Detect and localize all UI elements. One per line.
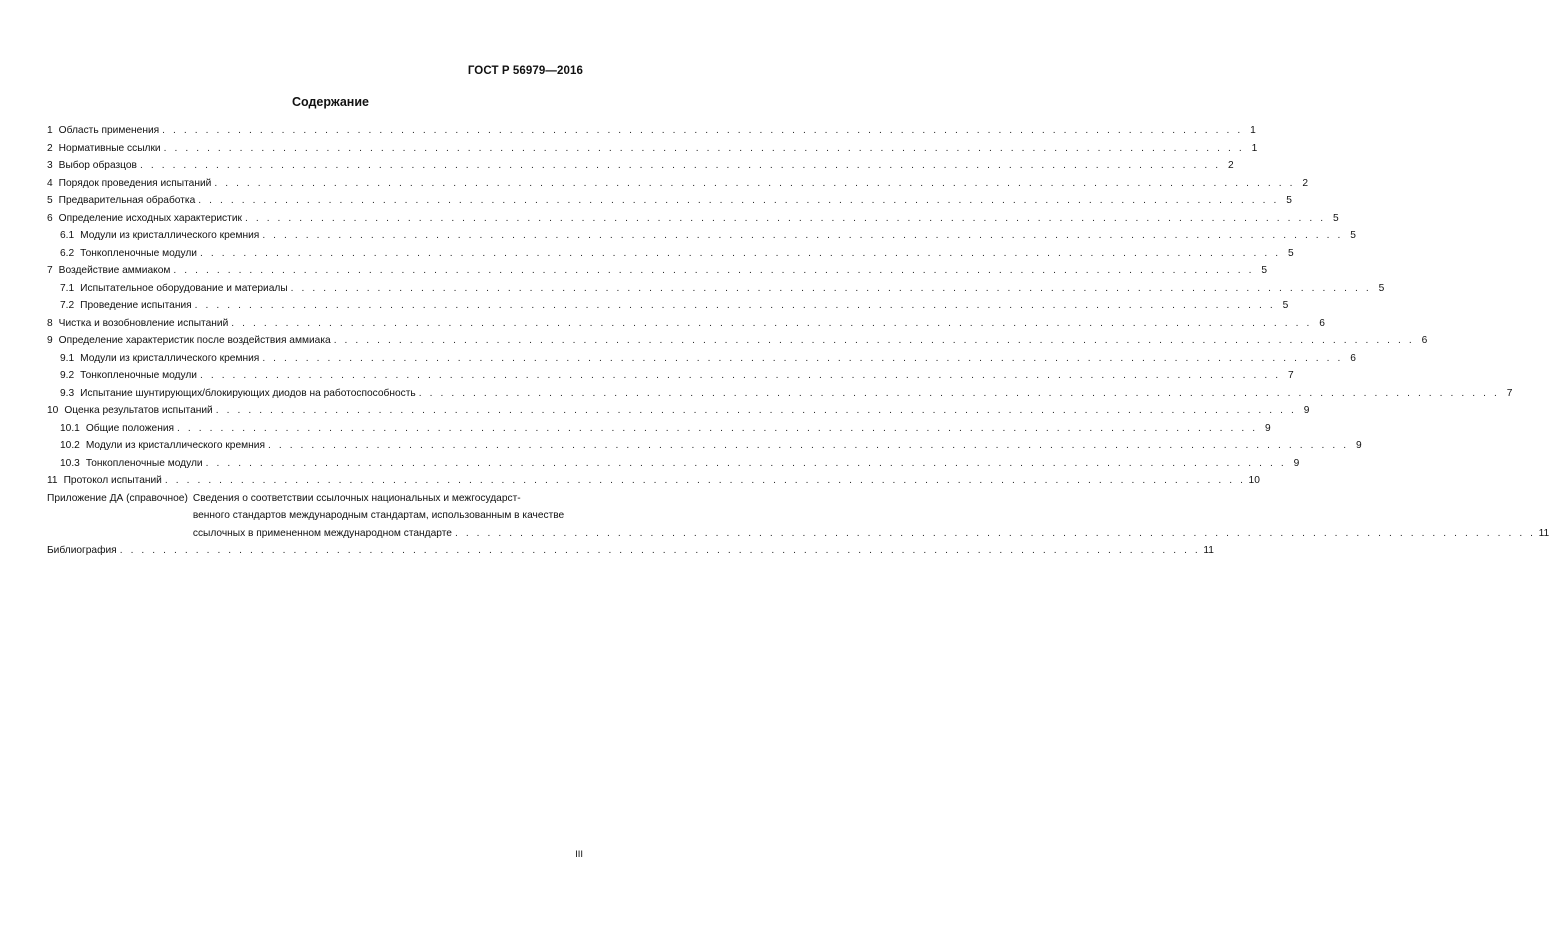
bibliography-page: 11 (1203, 545, 1214, 556)
toc-leader-dots (455, 525, 1536, 543)
toc-entry-number: 9.3 (60, 387, 75, 399)
toc-entry-title: Тонкопленочные модули (85, 457, 203, 469)
toc-entry-title: Проведение испытания (80, 300, 192, 311)
toc-entry-page: 5 (1332, 212, 1339, 224)
toc-entry-title: Порядок проведения испытаний (58, 177, 212, 189)
toc-leader-dots (173, 262, 1254, 280)
toc-leader-dots (206, 455, 1287, 473)
toc-entry-number: 9.1 (60, 352, 75, 364)
toc-entry[interactable] (47, 175, 1308, 193)
toc-entry-number: 6 (47, 212, 53, 224)
toc-entry[interactable] (47, 227, 1356, 245)
toc-title: Содержание (291, 95, 369, 109)
toc-leader-dots (262, 227, 1343, 245)
toc-entry[interactable] (47, 402, 1310, 420)
toc-entry[interactable] (47, 262, 1268, 280)
toc-entry-page: 9 (1303, 405, 1310, 416)
toc-leader-dots (216, 402, 1297, 420)
toc-entry-page: 5 (1287, 247, 1294, 259)
toc-leader-dots (177, 420, 1258, 438)
toc-entry-title: Модули из кристаллического кремния (80, 352, 260, 364)
toc-entry-page: 1 (1250, 125, 1256, 136)
toc-leader-dots (268, 437, 1349, 455)
toc-entry-title: Оценка результатов испытаний (64, 405, 213, 416)
toc-leader-dots (195, 297, 1276, 315)
toc-entry-title: Общие положения (85, 422, 175, 434)
toc-entry-title: Тонкопленочные модули (80, 247, 197, 259)
toc-entry-page: 10 (1248, 475, 1260, 486)
toc-entry-number: 9 (47, 335, 53, 346)
toc-entry-title: Определение характеристик после воздействия аммиака (58, 335, 331, 346)
toc-entry[interactable] (47, 420, 1271, 438)
toc-leader-dots (214, 175, 1295, 193)
toc-entry-title: Модули из кристаллического кремния (80, 230, 260, 241)
toc-entry[interactable] (47, 280, 1385, 298)
toc-entry[interactable] (47, 192, 1292, 210)
toc-leader-dots (245, 210, 1326, 228)
toc-bibliography-entry[interactable] (47, 542, 1214, 560)
toc-entry[interactable] (47, 245, 1294, 263)
toc-leader-dots (200, 245, 1281, 263)
toc-entry[interactable] (47, 437, 1362, 455)
appendix-line-3-text: ссылочных в примененном международном стандарте (192, 527, 452, 539)
toc-leader-dots (419, 385, 1500, 403)
toc-entry-title: Протокол испытаний (63, 475, 162, 486)
toc-entry-page: 5 (1378, 282, 1385, 294)
table-of-contents (47, 122, 1549, 560)
toc-entry-page: 6 (1421, 335, 1428, 346)
toc-entry-page: 2 (1302, 177, 1308, 189)
toc-entry[interactable] (47, 122, 1256, 140)
appendix-line-3 (193, 525, 1549, 543)
toc-entry[interactable] (47, 367, 1294, 385)
toc-leader-dots (162, 122, 1243, 140)
toc-entry-page: 5 (1282, 300, 1289, 311)
toc-entry-page: 5 (1286, 195, 1292, 206)
bibliography-title: Библиография (47, 545, 117, 556)
toc-entry[interactable] (47, 472, 1260, 490)
appendix-description (193, 490, 1549, 543)
toc-entry[interactable] (47, 140, 1258, 158)
toc-appendix-entry[interactable] (47, 490, 1549, 543)
toc-entry-page: 9 (1355, 440, 1362, 451)
toc-entry-number: 3 (47, 160, 53, 171)
toc-entry-page: 9 (1293, 457, 1300, 469)
appendix-page: 11 (1538, 527, 1549, 539)
toc-entry-title: Тонкопленочные модули (80, 370, 197, 381)
toc-entry-number: 7.1 (60, 282, 75, 294)
toc-entry-number: 7 (47, 265, 53, 276)
toc-entry-number: 2 (47, 142, 53, 154)
toc-entry-number: 10.1 (60, 422, 80, 434)
toc-entry-number: 1 (47, 125, 53, 136)
toc-entry-title: Область применения (58, 125, 160, 136)
toc-entry[interactable] (47, 455, 1300, 473)
toc-entry-page: 6 (1350, 352, 1356, 364)
toc-entry-title: Предварительная обработка (58, 195, 196, 206)
toc-entry-title: Выбор образцов (58, 160, 137, 171)
toc-entry-number: 10.2 (60, 440, 80, 451)
toc-entry-number: 11 (47, 475, 58, 486)
toc-entry-page: 9 (1265, 422, 1271, 434)
toc-leader-dots (198, 192, 1279, 210)
toc-entry-number: 6.2 (60, 247, 75, 259)
toc-entry-title: Испытание шунтирующих/блокирующих диодов на работоспособность (80, 387, 416, 399)
toc-entry-title: Нормативные ссылки (58, 142, 161, 154)
appendix-line-1: Сведения о соответствии ссылочных национальных и межгосударст- (192, 492, 521, 504)
toc-entry-title: Чистка и возобновление испытаний (58, 317, 229, 329)
standard-code: ГОСТ Р 56979—2016 (467, 65, 583, 77)
toc-leader-dots (200, 367, 1281, 385)
toc-leader-dots (334, 332, 1415, 350)
toc-leader-dots (165, 472, 1246, 490)
toc-leader-dots (291, 280, 1372, 298)
appendix-label: Приложение ДА (справочное) (47, 492, 188, 504)
toc-entry-page: 7 (1506, 387, 1513, 399)
toc-leader-dots (140, 157, 1221, 175)
toc-entry[interactable] (47, 315, 1325, 333)
toc-entry-title: Модули из кристаллического кремния (85, 440, 265, 451)
toc-entry-number: 4 (47, 177, 53, 189)
toc-leader-dots (231, 315, 1312, 333)
toc-entry-number: 6.1 (60, 230, 75, 241)
toc-entry[interactable] (47, 350, 1356, 368)
page-number: III (575, 849, 583, 860)
toc-entry[interactable] (47, 385, 1513, 403)
toc-entry-number: 10 (47, 405, 59, 416)
toc-entry-number: 5 (47, 195, 53, 206)
toc-leader-dots (262, 350, 1343, 368)
toc-entry-title: Определение исходных характеристик (58, 212, 242, 224)
appendix-line-2: венного стандартов международным стандартам, использованным в качестве (192, 510, 565, 521)
toc-entry[interactable] (47, 332, 1428, 350)
toc-entry-page: 1 (1251, 142, 1258, 154)
toc-entry-page: 6 (1319, 317, 1325, 329)
toc-entry[interactable] (47, 157, 1234, 175)
toc-entry-title: Испытательное оборудование и материалы (80, 282, 288, 294)
toc-entry-number: 7.2 (60, 300, 75, 311)
toc-leader-dots (164, 140, 1245, 158)
toc-entry[interactable] (47, 297, 1289, 315)
toc-entry-page: 5 (1350, 230, 1356, 241)
toc-entry-page: 7 (1287, 370, 1294, 381)
toc-entry-page: 5 (1261, 265, 1268, 276)
toc-leader-dots (120, 542, 1201, 560)
toc-entry-number: 10.3 (60, 457, 80, 469)
toc-entry[interactable] (47, 210, 1339, 228)
toc-entry-number: 9.2 (60, 370, 75, 381)
toc-entry-title: Воздействие аммиаком (58, 265, 171, 276)
toc-entry-page: 2 (1227, 160, 1234, 171)
toc-entry-number: 8 (47, 317, 53, 329)
